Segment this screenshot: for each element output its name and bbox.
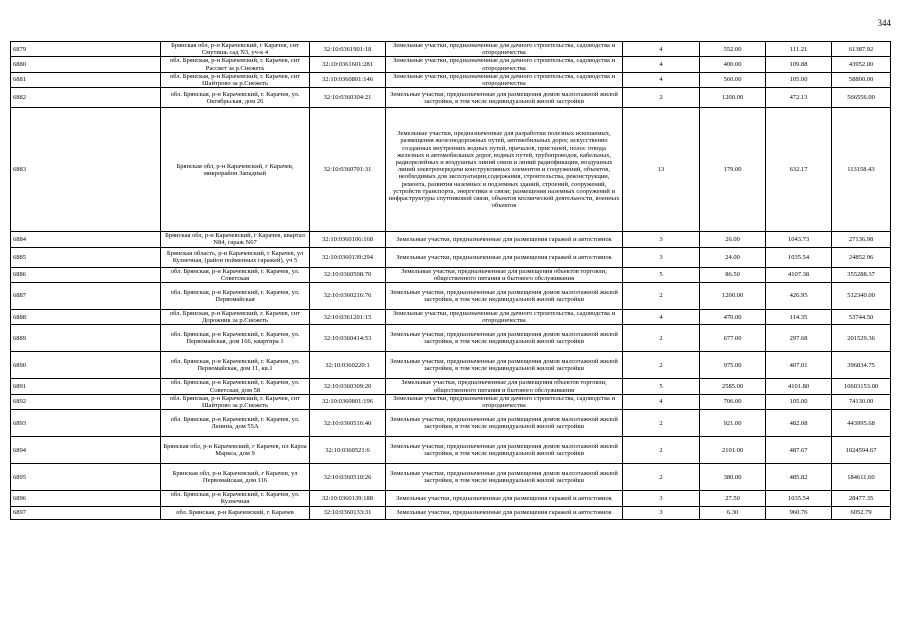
cadastral-value-cell: 113158.43 [832,108,891,232]
land-purpose-cell: Земельные участки, предназначенные для размещения гаражей и автостоянок [386,232,623,247]
row-number: 6896 [11,491,161,506]
area-cell: 921.00 [700,410,766,437]
address-cell: обл. Брянская, р-н Карачевский, г. Карачев, ул. Первомайская, дом 11, кв.1 [161,352,310,379]
address-cell: Брянская обл, р-н Карачевский, г Карачев, квартал N84, гараж N67 [161,232,310,247]
area-cell: 24.00 [700,247,766,267]
group-code-cell: 3 [623,506,700,519]
group-code-cell: 13 [623,108,700,232]
cadastral-number-cell: 32:10:0360139:188 [310,491,386,506]
address-cell: обл. Брянская, р-н Карачевский, г. Карачев, ул. Кузнечная [161,491,310,506]
group-code-cell: 4 [623,57,700,72]
group-code-cell: 3 [623,232,700,247]
address-cell: обл. Брянская, р-н Карачевский, г. Карачев, ул. Октябрьская, дом 26 [161,88,310,108]
table-row [11,464,891,491]
cadastral-number-cell: 32:10:0360701:31 [310,108,386,232]
table-row [11,352,891,379]
row-number: 6882 [11,88,161,108]
specific-value-cell: 407.01 [766,352,832,379]
group-code-cell: 3 [623,247,700,267]
table-row [11,72,891,87]
row-number: 6890 [11,352,161,379]
specific-value-cell: 1035.54 [766,491,832,506]
cadastral-number-cell: 32:10:0360139:294 [310,247,386,267]
cadastral-value-cell: 43952.00 [832,57,891,72]
land-purpose-cell: Земельные участки, предназначенные для размещения гаражей и автостоянок [386,247,623,267]
cadastral-value-cell: 184611.60 [832,464,891,491]
row-number: 6893 [11,410,161,437]
specific-value-cell: 114.35 [766,310,832,325]
area-cell: 179.00 [700,108,766,232]
cadastral-value-cell: 74130.00 [832,394,891,409]
cadastral-number-cell: 32:10:0361201:15 [310,310,386,325]
table-row [11,310,891,325]
cadastral-value-cell: 27136.98 [832,232,891,247]
cadastral-value-cell: 28477.35 [832,491,891,506]
land-purpose-cell: Земельные участки, предназначенные для размещения домов малоэтажной жилой застройки, в том числе индивидуальной жилой застройки [386,410,623,437]
address-cell: обл. Брянская, р-н Карачевский, г. Карачев, ул. Первомайская [161,283,310,310]
group-code-cell: 2 [623,437,700,464]
group-code-cell: 2 [623,352,700,379]
group-code-cell: 4 [623,72,700,87]
row-number: 6891 [11,379,161,394]
address-cell: Брянская обл, р-н Карачевский, г Карачев, микрорайон Западный [161,108,310,232]
land-purpose-cell: Земельные участки, предназначенные для дачного строительства, садоводства и огородничества [386,42,623,57]
group-code-cell: 3 [623,491,700,506]
land-purpose-cell: Земельные участки, предназначенные для размещения гаражей и автостоянок [386,491,623,506]
cadastral-number-cell: 32:10:0360220:1 [310,352,386,379]
row-number: 6886 [11,267,161,282]
specific-value-cell: 485.82 [766,464,832,491]
cadastral-table [10,41,891,520]
address-cell: Брянская обл, р-н Карачевский, г Карачев, снт Смутишь сад N3, уч-к 4 [161,42,310,57]
land-purpose-cell: Земельные участки, предназначенные для дачного строительства, садоводства и огородничества [386,394,623,409]
specific-value-cell: 297.68 [766,325,832,352]
group-code-cell: 5 [623,267,700,282]
land-purpose-cell: Земельные участки, предназначенные для размещения домов малоэтажной жилой застройки, в том числе индивидуальной жилой застройки [386,88,623,108]
cadastral-value-cell: 1024594.67 [832,437,891,464]
row-number: 6879 [11,42,161,57]
group-code-cell: 4 [623,42,700,57]
land-purpose-cell: Земельные участки, предназначенные для дачного строительства, садоводства и огородничества [386,72,623,87]
address-cell: обл. Брянская, р-н Карачевский, г. Карачев, снт Дорожник за р.Снежеть [161,310,310,325]
area-cell: 380.00 [700,464,766,491]
area-cell: 677.00 [700,325,766,352]
area-cell: 6.30 [700,506,766,519]
specific-value-cell: 109.88 [766,57,832,72]
land-purpose-cell: Земельные участки, предназначенные для размещения домов малоэтажной жилой застройки, в том числе индивидуальной жилой застройки [386,464,623,491]
area-cell: 975.00 [700,352,766,379]
group-code-cell: 2 [623,283,700,310]
cadastral-number-cell: 32:10:0360521:6 [310,437,386,464]
table-row [11,283,891,310]
cadastral-value-cell: 10603153.00 [832,379,891,394]
specific-value-cell: 1035.54 [766,247,832,267]
cadastral-number-cell: 32:10:0360304:21 [310,88,386,108]
area-cell: 1200.00 [700,283,766,310]
area-cell: 1200.00 [700,88,766,108]
area-cell: 560.00 [700,72,766,87]
row-number: 6888 [11,310,161,325]
table-row [11,247,891,267]
address-cell: обл. Брянская, р-н Карачевский, г. Карачев [161,506,310,519]
land-purpose-cell: Земельные участки, предназначенные для размещения объектов торговли, общественного питания и бытового обслуживания [386,379,623,394]
group-code-cell: 4 [623,310,700,325]
land-purpose-cell: Земельные участки, предназначенные для размещения гаражей и автостоянок [386,506,623,519]
address-cell: обл. Брянская, р-н Карачевский, г. Карачев, ул. Первомайская, дом 166, квартира 1 [161,325,310,352]
cadastral-number-cell: 32:10:0360801:196 [310,394,386,409]
area-cell: 706.00 [700,394,766,409]
address-cell: обл. Брянская, р-н Карачевский, г. Карачев, ул. Ленина, дом 55А [161,410,310,437]
area-cell: 86.50 [700,267,766,282]
cadastral-value-cell: 355288.37 [832,267,891,282]
specific-value-cell: 4107.38 [766,267,832,282]
land-purpose-cell: Земельные участки, предназначенные для размещения домов малоэтажной жилой застройки, в том числе индивидуальной жилой застройки [386,325,623,352]
cadastral-number-cell: 32:10:0360508:70 [310,267,386,282]
cadastral-number-cell: 32:10:0360216:76 [310,283,386,310]
cadastral-number-cell: 32:10:0360133:31 [310,506,386,519]
cadastral-value-cell: 24852.96 [832,247,891,267]
cadastral-number-cell: 32:10:0360516:40 [310,410,386,437]
area-cell: 27.50 [700,491,766,506]
table-row [11,57,891,72]
group-code-cell: 4 [623,394,700,409]
row-number: 6892 [11,394,161,409]
cadastral-number-cell: 32:10:0360414:53 [310,325,386,352]
area-cell: 2585.00 [700,379,766,394]
table-row [11,232,891,247]
address-cell: обл. Брянская, р-н Карачевский, г. Карачев, снт Рассвет за р.Снежеть [161,57,310,72]
group-code-cell: 2 [623,88,700,108]
land-purpose-cell: Земельные участки, предназначенные для разработки полезных ископаемых, размещения железнодорожных путей, автомобильных дорог, искусственно созданных внутренних водных путей, причалов, пристаней, полос отвода железных и автомобильных дорог, водных путей, трубопроводов, кабельных, радиорелейных и воздушных линий связи и линий радиофикации, воздушных линий электропередачи конструктивных элементов и сооружений, объектов, необходимых для эксплуатации,содержания, строительства, реконструкции, ремонта, развития наземных и подземных зданий, строений, сооружений, устройств транспорта, энергетики и связи; размещения наземных сооружений и инфраструктуры спутниковой связи, объектов космической деятельности, военных объектов [386,108,623,232]
cadastral-number-cell: 32:10:0360510:26 [310,464,386,491]
row-number: 6880 [11,57,161,72]
land-purpose-cell: Земельные участки, предназначенные для размещения домов малоэтажной жилой застройки, в том числе индивидуальной жилой застройки [386,283,623,310]
land-purpose-cell: Земельные участки, предназначенные для размещения объектов торговли, общественного питания и бытового обслуживания [386,267,623,282]
specific-value-cell: 482.08 [766,410,832,437]
row-number: 6881 [11,72,161,87]
area-cell: 400.00 [700,57,766,72]
table-row [11,267,891,282]
specific-value-cell: 1043.73 [766,232,832,247]
row-number: 6883 [11,108,161,232]
row-number: 6887 [11,283,161,310]
cadastral-value-cell: 443995.68 [832,410,891,437]
specific-value-cell: 111.21 [766,42,832,57]
land-purpose-cell: Земельные участки, предназначенные для размещения домов малоэтажной жилой застройки, в том числе индивидуальной жилой застройки [386,352,623,379]
address-cell: Брянская обл, р-н Карачевский, г Карачев, пл Карла Маркса, дом 9 [161,437,310,464]
page-number: 344 [877,18,891,28]
row-number: 6885 [11,247,161,267]
land-purpose-cell: Земельные участки, предназначенные для дачного строительства, садоводства и огородничества [386,310,623,325]
row-number: 6884 [11,232,161,247]
cadastral-value-cell: 396834.75 [832,352,891,379]
cadastral-value-cell: 201529.36 [832,325,891,352]
specific-value-cell: 426.95 [766,283,832,310]
area-cell: 552.00 [700,42,766,57]
table-row [11,42,891,57]
table-row [11,506,891,519]
table-row [11,437,891,464]
land-purpose-cell: Земельные участки, предназначенные для дачного строительства, садоводства и огородничества [386,57,623,72]
specific-value-cell: 105.00 [766,394,832,409]
address-cell: обл. Брянская, р-н Карачевский, г. Карачев, снт Шайтрово за р.Снежеть [161,394,310,409]
specific-value-cell: 4101.80 [766,379,832,394]
address-cell: обл. Брянская, р-н Карачевский, г. Карачев, снт Шайтрово за р.Снежеть [161,72,310,87]
cadastral-number-cell: 32:10:0361601:281 [310,57,386,72]
table-row [11,394,891,409]
table-row [11,88,891,108]
area-cell: 26.00 [700,232,766,247]
cadastral-number-cell: 32:10:0360106:168 [310,232,386,247]
address-cell: обл. Брянская, р-н Карачевский, г. Карачев, ул. Советская [161,267,310,282]
cadastral-number-cell: 32:10:0360309:20 [310,379,386,394]
cadastral-number-cell: 32:10:0361901:18 [310,42,386,57]
address-cell: Брянская обл, р-н Карачевский, г Карачев, ул Первомайская, дом 116 [161,464,310,491]
cadastral-number-cell: 32:10:0360801:146 [310,72,386,87]
specific-value-cell: 472.13 [766,88,832,108]
address-cell: Брянская область, р-н Карачевский, г Карачев, ул Кузнечная, (район пойменных гаражей), уч 5 [161,247,310,267]
group-code-cell: 2 [623,410,700,437]
row-number: 6895 [11,464,161,491]
specific-value-cell: 960.76 [766,506,832,519]
row-number: 6897 [11,506,161,519]
table-row [11,108,891,232]
area-cell: 470.00 [700,310,766,325]
row-number: 6894 [11,437,161,464]
specific-value-cell: 105.00 [766,72,832,87]
cadastral-value-cell: 53744.50 [832,310,891,325]
cadastral-value-cell: 6052.79 [832,506,891,519]
land-purpose-cell: Земельные участки, предназначенные для размещения домов малоэтажной жилой застройки, в том числе индивидуальной жилой застройки [386,437,623,464]
area-cell: 2101.00 [700,437,766,464]
table-row [11,491,891,506]
table-row [11,325,891,352]
table-row [11,379,891,394]
table-row [11,410,891,437]
address-cell: обл. Брянская, р-н Карачевский, г. Карачев, ул. Советская, дом 58 [161,379,310,394]
group-code-cell: 2 [623,325,700,352]
specific-value-cell: 487.67 [766,437,832,464]
specific-value-cell: 632.17 [766,108,832,232]
group-code-cell: 5 [623,379,700,394]
cadastral-value-cell: 512340.00 [832,283,891,310]
cadastral-value-cell: 566556.00 [832,88,891,108]
group-code-cell: 2 [623,464,700,491]
cadastral-value-cell: 58800.00 [832,72,891,87]
row-number: 6889 [11,325,161,352]
cadastral-value-cell: 61387.92 [832,42,891,57]
